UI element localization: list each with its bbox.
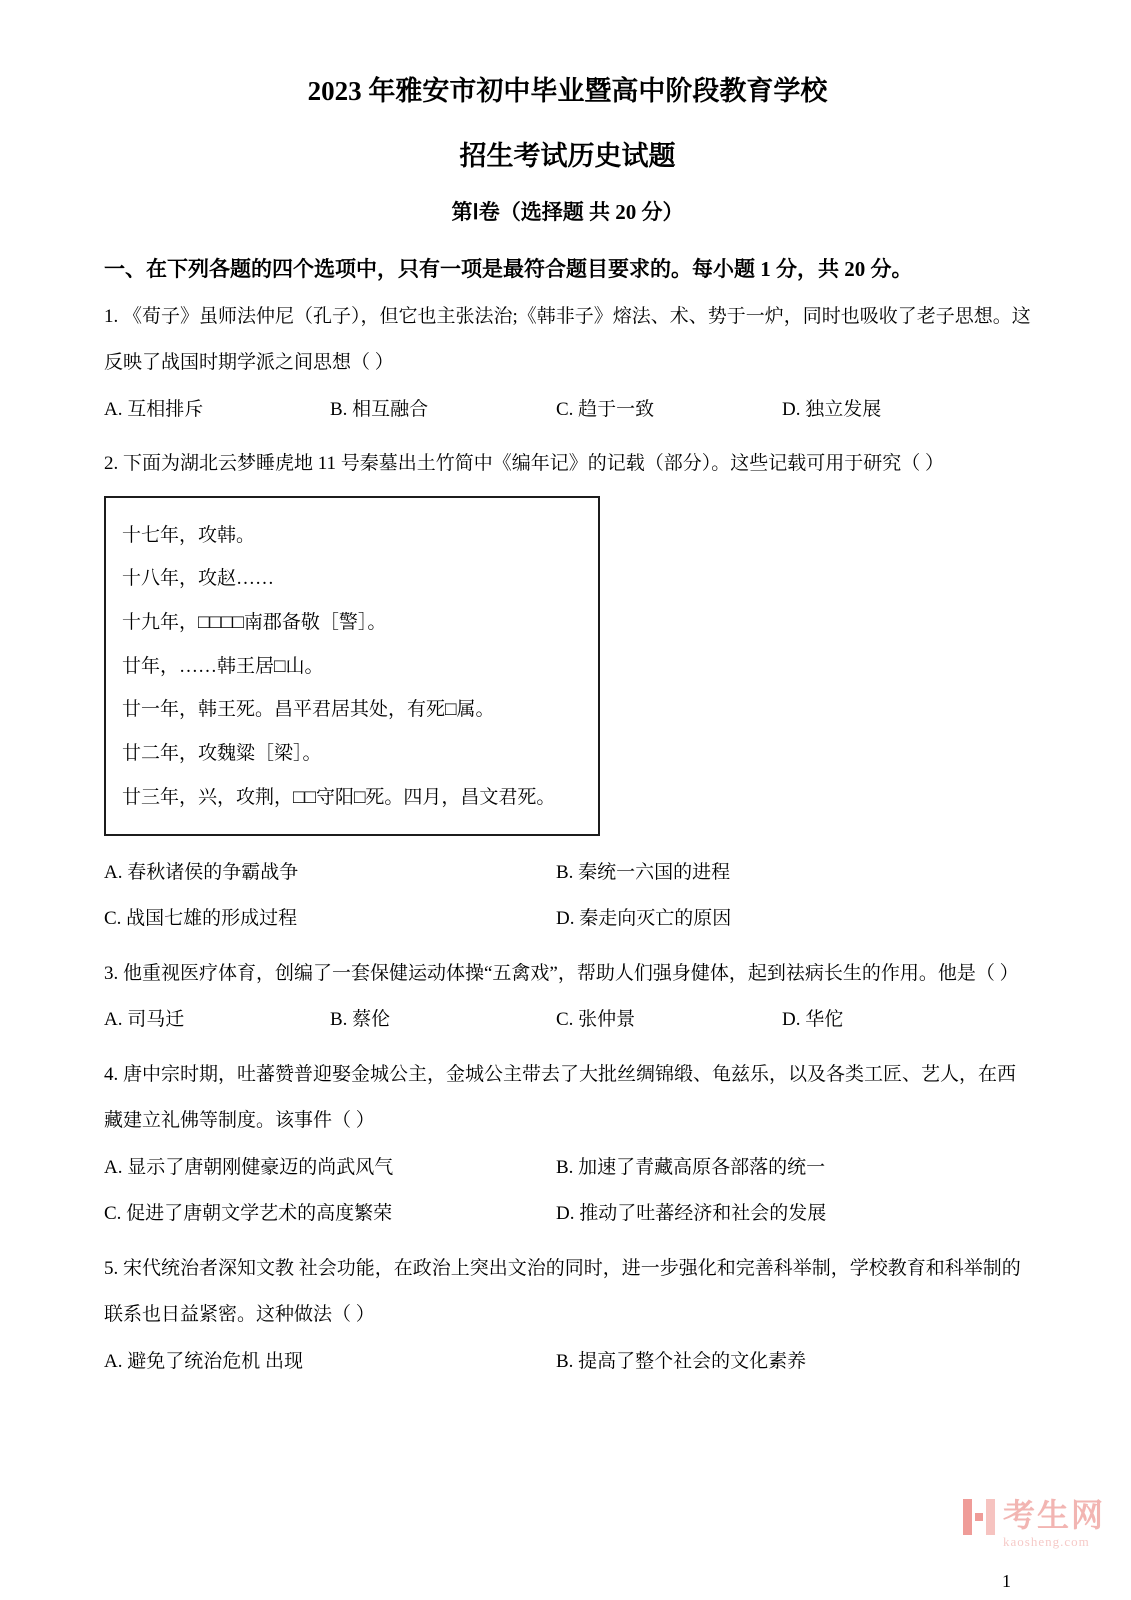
question-2-option-a: A. 春秋诸侯的争霸战争 (104, 861, 299, 883)
watermark-text-block (1003, 1499, 1105, 1548)
question-5-option-b: B. 提高了整个社会的文化素养 (556, 1350, 807, 1372)
question-4-stem: 4. 唐中宗时期，吐蕃赞普迎娶金城公主，金城公主带去了大批丝绸锦缎、龟兹乐，以及各类工匠、艺人，在西藏建立礼佛等制度。该事件（ ） (104, 1063, 1017, 1132)
question-5 (104, 1246, 1031, 1386)
question-5-stem: 5. 宋代统治者深知文教 社会功能，在政治上突出文治的同时，进一步强化和完善科举制，学校教育和科举制的联系也日益紧密。这种做法（ ） (104, 1257, 1021, 1326)
question-3-stem: 3. 他重视医疗体育，创编了一套保健运动体操“五禽戏”，帮助人们强身健体，起到祛病长生的作用。他是（ ） (104, 962, 1019, 984)
question-1-option-a: A. 互相排斥 (104, 398, 204, 420)
question-3-option-b: B. 蔡伦 (330, 1009, 391, 1031)
bamboo-slip-excerpt-box (104, 496, 600, 836)
section-instructions: 一、在下列各题的四个选项中，只有一项是最符合题目要求的。每小题 1 分，共 20 分。 (104, 257, 913, 281)
question-3 (104, 951, 1031, 1044)
question-1-option-c: C. 趋于一致 (556, 398, 655, 420)
bamboo-line: 十九年，□□□□南郡备敬［警］。 (122, 612, 387, 634)
bamboo-line: 廿一年，韩王死。昌平君居其处，有死□属。 (122, 699, 495, 721)
question-4-option-c: C. 促进了唐朝文学艺术的高度繁荣 (104, 1203, 393, 1225)
question-2-option-d: D. 秦走向灭亡的原因 (556, 908, 732, 930)
bamboo-line: 十八年，攻赵…… (122, 568, 275, 590)
question-3-option-c: C. 张仲景 (556, 1009, 636, 1031)
question-2-options (104, 850, 1031, 943)
question-3-option-a: A. 司马迁 (104, 1009, 185, 1031)
question-4-option-d: D. 推动了吐蕃经济和社会的发展 (556, 1203, 827, 1225)
question-1-stem: 1. 《荀子》虽师法仲尼（孔子），但它也主张法治;《韩非子》熔法、术、势于一炉，同时也吸收了老子思想。这反映了战国时期学派之间思想（ ） (104, 305, 1031, 374)
exam-title-line2: 招生考试历史试题 (459, 141, 676, 171)
bamboo-line: 廿三年，兴，攻荆，□□守阳□死。四月，昌文君死。 (122, 786, 556, 808)
question-5-option-a: A. 避免了统治危机 出现 (104, 1350, 303, 1372)
question-3-options (104, 997, 1031, 1044)
kaosheng-watermark (963, 1499, 1105, 1548)
question-5-options (104, 1339, 1031, 1386)
question-1 (104, 294, 1031, 434)
question-1-options (104, 387, 1031, 434)
page-number: 1 (1002, 1571, 1011, 1591)
question-4-option-b: B. 加速了青藏高原各部落的统一 (556, 1156, 826, 1178)
paper-part-heading: 第Ⅰ卷（选择题 共 20 分） (451, 200, 684, 224)
question-2-stem: 2. 下面为湖北云梦睡虎地 11 号秦墓出土竹简中《编年记》的记载（部分）。这些记载可用于研究（ ） (104, 453, 945, 475)
question-2 (104, 441, 1031, 942)
watermark-site-domain: kaosheng.com (1002, 1534, 1090, 1549)
bamboo-line: 十七年，攻韩。 (122, 524, 256, 546)
question-1-option-b: B. 相互融合 (330, 398, 429, 420)
question-2-option-b: B. 秦统一六国的进程 (556, 861, 731, 883)
question-1-option-d: D. 独立发展 (782, 398, 882, 420)
exam-title-line1: 2023 年雅安市初中毕业暨高中阶段教育学校 (307, 76, 828, 106)
question-4 (104, 1052, 1031, 1238)
kaosheng-logo-icon (963, 1499, 995, 1540)
question-2-option-c: C. 战国七雄的形成过程 (104, 908, 298, 930)
watermark-site-name: 考生网 (1002, 1497, 1105, 1533)
question-3-option-d: D. 华佗 (782, 1009, 844, 1031)
bamboo-line: 廿二年，攻魏粱［梁］。 (122, 743, 322, 765)
bamboo-line: 廿年，……韩王居□山。 (122, 655, 324, 677)
question-4-option-a: A. 显示了唐朝刚健豪迈的尚武风气 (104, 1156, 394, 1178)
question-4-options (104, 1145, 1031, 1238)
